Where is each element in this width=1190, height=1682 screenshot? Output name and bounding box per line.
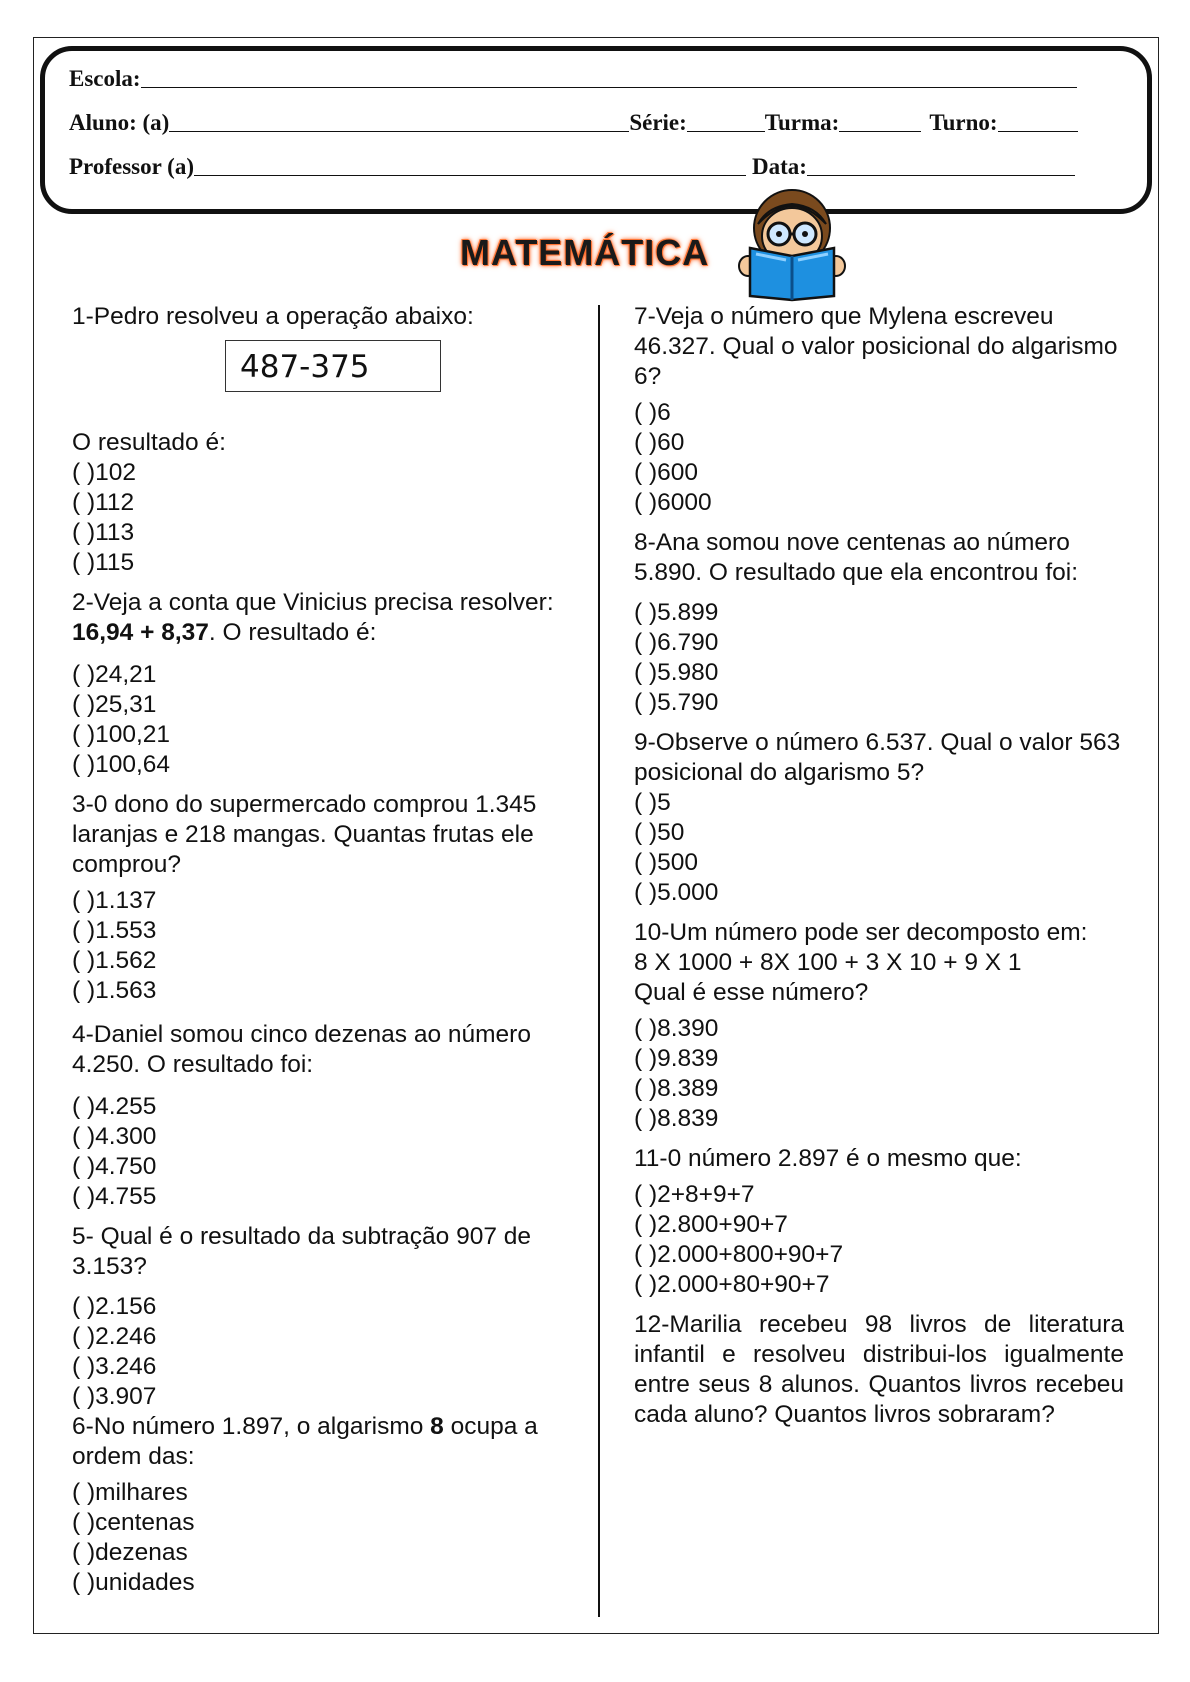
question-6-digit: 8 bbox=[430, 1413, 444, 1440]
teacher-row bbox=[69, 153, 1123, 180]
option[interactable]: ( )25,31 bbox=[72, 691, 157, 718]
option[interactable]: ( )2.246 bbox=[72, 1323, 157, 1350]
date-label: Data: bbox=[751, 154, 807, 179]
option[interactable]: ( )5.000 bbox=[634, 879, 719, 906]
option[interactable]: ( )3.907 bbox=[72, 1383, 157, 1410]
teacher-field[interactable] bbox=[194, 153, 746, 176]
option[interactable]: ( )9.839 bbox=[634, 1045, 719, 1072]
option[interactable]: ( )50 bbox=[634, 819, 685, 846]
question-2-text-b: . O resultado é: bbox=[208, 619, 377, 646]
option[interactable]: ( )6000 bbox=[634, 489, 712, 516]
question-3 bbox=[72, 790, 577, 1006]
option[interactable]: ( )4.755 bbox=[72, 1183, 157, 1210]
option[interactable]: ( )115 bbox=[72, 549, 135, 576]
option[interactable]: ( )24,21 bbox=[72, 661, 157, 688]
question-9 bbox=[634, 728, 1124, 908]
student-row bbox=[69, 109, 1123, 136]
right-column bbox=[634, 302, 1124, 1430]
option[interactable]: ( )1.562 bbox=[72, 947, 157, 974]
question-12 bbox=[634, 1310, 1124, 1430]
question-10 bbox=[634, 918, 1124, 1134]
option[interactable]: ( )8.839 bbox=[634, 1105, 719, 1132]
question-5-text: 5- Qual é o resultado da subtração 907 de 3.153? bbox=[72, 1223, 532, 1280]
option[interactable]: ( )centenas bbox=[72, 1509, 195, 1536]
shift-field[interactable] bbox=[998, 109, 1078, 132]
option[interactable]: ( )5.790 bbox=[634, 689, 719, 716]
class-label: Turma: bbox=[764, 110, 840, 135]
option[interactable]: ( )2+8+9+7 bbox=[634, 1181, 755, 1208]
teacher-label: Professor (a) bbox=[69, 154, 194, 179]
option[interactable]: ( )dezenas bbox=[72, 1539, 188, 1566]
question-11-text: 11-0 número 2.897 é o mesmo que: bbox=[634, 1145, 1022, 1172]
question-2-expression: 16,94 + 8,37 bbox=[72, 619, 209, 646]
option[interactable]: ( )100,21 bbox=[72, 721, 171, 748]
student-field[interactable] bbox=[169, 109, 629, 132]
question-2-text-a: 2-Veja a conta que Vinicius precisa resolver: bbox=[72, 589, 554, 616]
question-1-prompt: O resultado é: bbox=[72, 429, 226, 456]
option[interactable]: ( )500 bbox=[634, 849, 699, 876]
question-7-text: 7-Veja o número que Mylena escreveu 46.327. Qual o valor posicional do algarismo 6? bbox=[634, 303, 1118, 390]
school-field[interactable] bbox=[141, 65, 1077, 88]
column-divider bbox=[598, 305, 600, 1617]
option[interactable]: ( )5.899 bbox=[634, 599, 719, 626]
question-6 bbox=[72, 1412, 577, 1598]
question-6-text-a: 6-No número 1.897, o algarismo bbox=[72, 1413, 431, 1440]
option[interactable]: ( )milhares bbox=[72, 1479, 188, 1506]
question-5 bbox=[72, 1222, 577, 1412]
grade-label: Série: bbox=[629, 110, 687, 135]
option[interactable]: ( )2.156 bbox=[72, 1293, 157, 1320]
question-10-line-2: 8 X 1000 + 8X 100 + 3 X 10 + 9 X 1 bbox=[634, 949, 1022, 976]
option[interactable]: ( )5.980 bbox=[634, 659, 719, 686]
option[interactable]: ( )4.300 bbox=[72, 1123, 157, 1150]
left-column bbox=[72, 302, 577, 1598]
option[interactable]: ( )2.800+90+7 bbox=[634, 1211, 788, 1238]
option[interactable]: ( )6 bbox=[634, 399, 671, 426]
option[interactable]: ( )8.390 bbox=[634, 1015, 719, 1042]
option[interactable]: ( )112 bbox=[72, 489, 135, 516]
question-6-text-b: ocupa a ordem das: bbox=[72, 1413, 538, 1470]
option[interactable]: ( )2.000+80+90+7 bbox=[634, 1271, 830, 1298]
option[interactable]: ( )102 bbox=[72, 459, 137, 486]
option[interactable]: ( )1.137 bbox=[72, 887, 157, 914]
operation-box: 487-375 bbox=[225, 340, 441, 392]
option[interactable]: ( )5 bbox=[634, 789, 671, 816]
option[interactable]: ( )100,64 bbox=[72, 751, 171, 778]
option[interactable]: ( )60 bbox=[634, 429, 685, 456]
option[interactable]: ( )4.255 bbox=[72, 1093, 157, 1120]
option[interactable]: ( )113 bbox=[72, 519, 135, 546]
option[interactable]: ( )6.790 bbox=[634, 629, 719, 656]
option[interactable]: ( )8.389 bbox=[634, 1075, 719, 1102]
question-3-text: 3-0 dono do supermercado comprou 1.345 laranjas e 218 mangas. Quantas frutas ele comprou? bbox=[72, 791, 537, 878]
school-label: Escola: bbox=[69, 66, 141, 91]
question-2-text bbox=[72, 588, 577, 648]
student-label: Aluno: (a) bbox=[69, 110, 170, 135]
question-7 bbox=[634, 302, 1124, 518]
option[interactable]: ( )600 bbox=[634, 459, 699, 486]
option[interactable]: ( )1.553 bbox=[72, 917, 157, 944]
question-4 bbox=[72, 1020, 577, 1212]
question-6-text bbox=[72, 1412, 577, 1472]
grade-field[interactable] bbox=[687, 109, 765, 132]
date-field[interactable] bbox=[807, 153, 1075, 176]
question-1-text: 1-Pedro resolveu a operação abaixo: bbox=[72, 303, 474, 330]
question-1 bbox=[72, 302, 577, 578]
page-title: MATEMÁTICA bbox=[460, 232, 710, 273]
question-11 bbox=[634, 1144, 1124, 1300]
class-field[interactable] bbox=[839, 109, 921, 132]
question-8 bbox=[634, 528, 1124, 718]
option[interactable]: ( )unidades bbox=[72, 1569, 195, 1596]
option[interactable]: ( )4.750 bbox=[72, 1153, 157, 1180]
shift-label: Turno: bbox=[929, 110, 998, 135]
title-wrap bbox=[460, 232, 709, 274]
question-2 bbox=[72, 588, 577, 780]
question-4-text: 4-Daniel somou cinco dezenas ao número 4.250. O resultado foi: bbox=[72, 1021, 531, 1078]
reading-kid-icon bbox=[736, 184, 848, 302]
school-row bbox=[69, 65, 1123, 92]
student-info-header bbox=[40, 46, 1152, 214]
option[interactable]: ( )1.563 bbox=[72, 977, 157, 1004]
question-10-line-1: 10-Um número pode ser decomposto em: bbox=[634, 919, 1088, 946]
question-9-text: 9-Observe o número 6.537. Qual o valor 563 posicional do algarismo 5? bbox=[634, 729, 1121, 786]
question-10-line-3: Qual é esse número? bbox=[634, 979, 869, 1006]
option[interactable]: ( )3.246 bbox=[72, 1353, 157, 1380]
option[interactable]: ( )2.000+800+90+7 bbox=[634, 1241, 844, 1268]
question-8-text: 8-Ana somou nove centenas ao número 5.890. O resultado que ela encontrou foi: bbox=[634, 529, 1079, 586]
question-12-text: 12-Marilia recebeu 98 livros de literatura infantil e resolveu distribui-los igualmente entre seus 8 alunos. Quantos livros recebeu cada aluno? Quantos livros sobraram? bbox=[634, 1311, 1124, 1428]
